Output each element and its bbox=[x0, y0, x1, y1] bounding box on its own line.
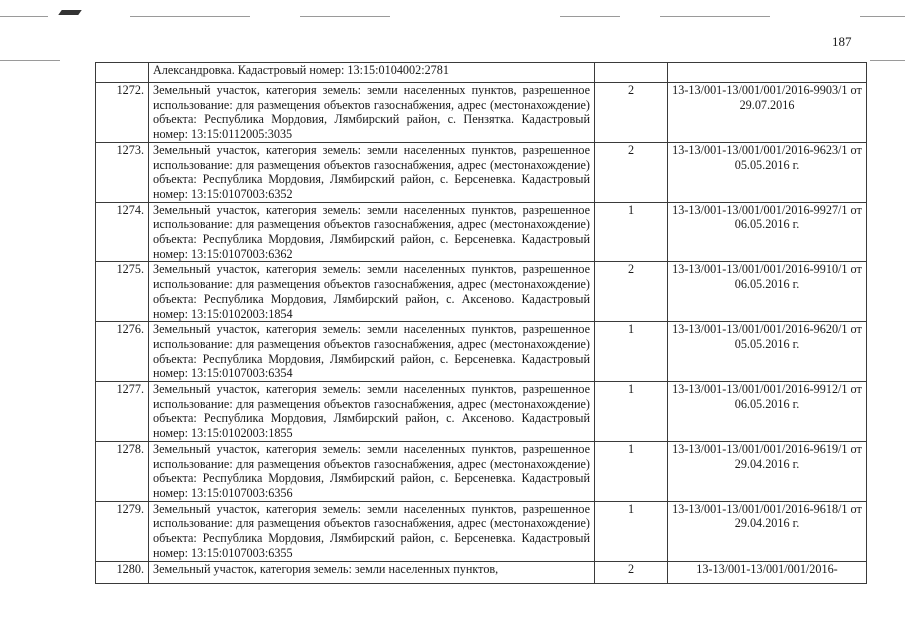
row-registration: 13-13/001-13/001/001/2016-9618/1 от 29.04.2016 г. bbox=[668, 501, 867, 561]
row-quantity: 1 bbox=[595, 322, 668, 382]
row-quantity: 1 bbox=[595, 501, 668, 561]
row-description: Земельный участок, категория земель: земли населенных пунктов, разрешенное использование: для размещения объектов газоснабжения, адрес (местонахождение) объекта: Республика Мордовия, Лямбирский район, с. Берсеневка. Кадастровый номер: 13:15:0107003:6354 bbox=[149, 322, 595, 382]
row-description: Земельный участок, категория земель: земли населенных пунктов, разрешенное использование: для размещения объектов газоснабжения, адрес (местонахождение) объекта: Республика Мордовия, Лямбирский район, с. Берсеневка. Кадастровый номер: 13:15:0107003:6355 bbox=[149, 501, 595, 561]
row-number: 1279. bbox=[96, 501, 149, 561]
scan-artifact bbox=[870, 60, 905, 61]
table-row bbox=[96, 142, 867, 202]
row-description: Земельный участок, категория земель: земли населенных пунктов, разрешенное использование: для размещения объектов газоснабжения, адрес (местонахождение) объекта: Республика Мордовия, Лямбирский район, с. Аксеново. Кадастровый номер: 13:15:0102003:1854 bbox=[149, 262, 595, 322]
scan-artifact bbox=[0, 16, 48, 17]
row-number: 1280. bbox=[96, 561, 149, 583]
row-number: 1278. bbox=[96, 441, 149, 501]
row-registration: 13-13/001-13/001/001/2016-9619/1 от 29.04.2016 г. bbox=[668, 441, 867, 501]
row-number: 1276. bbox=[96, 322, 149, 382]
table-row bbox=[96, 202, 867, 262]
row-quantity: 1 bbox=[595, 382, 668, 442]
row-description: Земельный участок, категория земель: земли населенных пунктов, разрешенное использование: для размещения объектов газоснабжения, адрес (местонахождение) объекта: Республика Мордовия, Лямбирский район, с. Аксеново. Кадастровый номер: 13:15:0102003:1855 bbox=[149, 382, 595, 442]
row-quantity: 2 bbox=[595, 561, 668, 583]
row-registration: 13-13/001-13/001/001/2016-9623/1 от 05.05.2016 г. bbox=[668, 142, 867, 202]
row-quantity: 1 bbox=[595, 441, 668, 501]
table-row bbox=[96, 441, 867, 501]
row-description: Земельный участок, категория земель: земли населенных пунктов, разрешенное использование: для размещения объектов газоснабжения, адрес (местонахождение) объекта: Республика Мордовия, Лямбирский район, с. Берсеневка. Кадастровый номер: 13:15:0107003:6352 bbox=[149, 142, 595, 202]
table-row bbox=[96, 382, 867, 442]
row-registration bbox=[668, 63, 867, 83]
scan-artifact bbox=[860, 16, 905, 17]
row-description: Земельный участок, категория земель: земли населенных пунктов, bbox=[149, 561, 595, 583]
row-number: 1275. bbox=[96, 262, 149, 322]
row-number: 1274. bbox=[96, 202, 149, 262]
row-description: Земельный участок, категория земель: земли населенных пунктов, разрешенное использование: для размещения объектов газоснабжения, адрес (местонахождение) объекта: Республика Мордовия, Лямбирский район, с. Пензятка. Кадастровый номер: 13:15:0112005:3035 bbox=[149, 83, 595, 143]
row-number: 1273. bbox=[96, 142, 149, 202]
row-registration: 13-13/001-13/001/001/2016-9910/1 от 06.05.2016 г. bbox=[668, 262, 867, 322]
row-quantity: 1 bbox=[595, 202, 668, 262]
row-registration: 13-13/001-13/001/001/2016-9927/1 от 06.05.2016 г. bbox=[668, 202, 867, 262]
row-description: Земельный участок, категория земель: земли населенных пунктов, разрешенное использование: для размещения объектов газоснабжения, адрес (местонахождение) объекта: Республика Мордовия, Лямбирский район, с. Берсеневка. Кадастровый номер: 13:15:0107003:6356 bbox=[149, 441, 595, 501]
row-description: Земельный участок, категория земель: земли населенных пунктов, разрешенное использование: для размещения объектов газоснабжения, адрес (местонахождение) объекта: Республика Мордовия, Лямбирский район, с. Берсеневка. Кадастровый номер: 13:15:0107003:6362 bbox=[149, 202, 595, 262]
row-number: 1277. bbox=[96, 382, 149, 442]
row-registration: 13-13/001-13/001/001/2016-9903/1 от 29.07.2016 bbox=[668, 83, 867, 143]
table-row-continuation bbox=[96, 63, 867, 83]
scan-artifact bbox=[130, 16, 250, 17]
scan-artifact bbox=[58, 10, 82, 15]
table-row bbox=[96, 322, 867, 382]
row-registration: 13-13/001-13/001/001/2016-9912/1 от 06.05.2016 г. bbox=[668, 382, 867, 442]
row-quantity: 2 bbox=[595, 83, 668, 143]
row-quantity: 2 bbox=[595, 142, 668, 202]
row-registration: 13-13/001-13/001/001/2016- bbox=[668, 561, 867, 583]
row-quantity: 2 bbox=[595, 262, 668, 322]
scan-artifact bbox=[560, 16, 620, 17]
row-number: 1272. bbox=[96, 83, 149, 143]
scan-artifact bbox=[0, 60, 60, 61]
property-registry-table bbox=[95, 62, 867, 584]
table-row bbox=[96, 83, 867, 143]
table-row bbox=[96, 501, 867, 561]
table-row-partial bbox=[96, 561, 867, 583]
row-registration: 13-13/001-13/001/001/2016-9620/1 от 05.05.2016 г. bbox=[668, 322, 867, 382]
table-row bbox=[96, 262, 867, 322]
scan-artifact bbox=[660, 16, 770, 17]
row-number bbox=[96, 63, 149, 83]
row-description: Александровка. Кадастровый номер: 13:15:0104002:2781 bbox=[149, 63, 595, 83]
scan-artifact bbox=[300, 16, 390, 17]
row-quantity bbox=[595, 63, 668, 83]
page-number: 187 bbox=[832, 34, 852, 49]
